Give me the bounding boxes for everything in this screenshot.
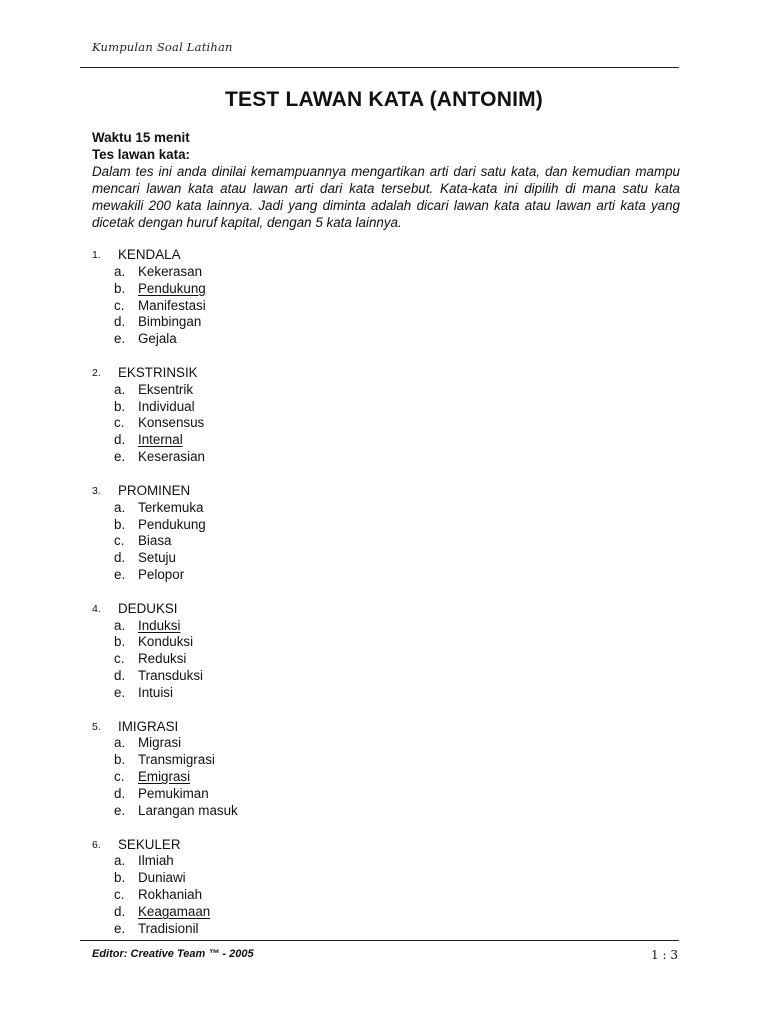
answer-option [92,668,680,685]
question-number: 4. [92,602,101,615]
answer-option [92,735,680,752]
option-text-correct: Keagamaan [138,903,211,919]
answer-option [92,331,680,348]
answer-option [92,500,680,517]
option-letter: c. [114,415,125,431]
answer-option [92,533,680,550]
question-item [92,601,680,702]
answer-option [92,853,680,870]
option-text: Ilmiah [138,853,174,869]
question-number: 2. [92,366,101,379]
running-header: Kumpulan Soal Latihan [92,40,233,54]
option-letter: e. [114,802,126,818]
answer-option [92,803,680,820]
option-letter: d. [114,432,126,448]
option-letter: b. [114,634,126,650]
option-text: Kekerasan [138,263,203,279]
answer-option [92,752,680,769]
answer-option [92,634,680,651]
question-item [92,483,680,584]
option-text: Duniawi [138,870,186,886]
answer-option [92,550,680,567]
option-letter: d. [114,668,126,684]
answer-option [92,415,680,432]
option-text: Individual [138,398,195,414]
option-text: Rokhaniah [138,887,203,903]
option-text: Terkemuka [138,499,204,515]
answer-option [92,618,680,635]
option-letter: a. [114,499,126,515]
question-number: 3. [92,484,101,497]
question-word: PROMINEN [118,482,191,498]
option-text: Konsensus [138,415,205,431]
answer-option [92,281,680,298]
answer-option [92,517,680,534]
footer-editor: Editor: Creative Team ™ - 2005 [92,948,254,960]
answer-option [92,298,680,315]
question-number: 6. [92,838,101,851]
question-number: 1. [92,249,101,261]
question-header [92,601,680,618]
option-letter: b. [114,516,126,532]
option-text: Intuisi [138,684,173,700]
option-letter: c. [114,533,125,549]
answer-option [92,567,680,584]
question-header [92,483,680,500]
option-letter: e. [114,331,126,347]
answer-option [92,432,680,449]
question-header [92,719,680,736]
question-header [92,247,680,264]
answer-option [92,904,680,921]
question-list [92,247,680,954]
option-letter: c. [114,887,125,903]
option-letter: c. [114,297,125,313]
answer-option [92,449,680,466]
option-text: Migrasi [138,735,182,751]
option-letter: e. [114,920,126,936]
option-letter: e. [114,567,126,583]
question-word: SEKULER [118,836,181,852]
option-letter: d. [114,550,126,566]
answer-option [92,786,680,803]
answer-option [92,685,680,702]
option-text: Eksentrik [138,381,194,397]
question-word: DEDUKSI [118,600,178,616]
option-text: Manifestasi [138,297,206,313]
answer-option [92,264,680,281]
option-letter: a. [114,853,126,869]
page-number: 1 : 3 [651,948,678,962]
answer-option [92,870,680,887]
option-letter: a. [114,617,126,633]
section-label: Tes lawan kata: [92,146,190,162]
option-text: Tradisionil [138,920,199,936]
option-text: Pemukiman [138,786,209,801]
question-item [92,719,680,820]
question-header [92,837,680,854]
option-text: Transduksi [138,668,203,684]
intro-paragraph: Dalam tes ini anda dinilai kemampuannya mengartikan arti dari satu kata, dan kemudian mampu mencari lawan kata atau lawan arti dari kata tersebut. Kata-kata ini dipilih di mana satu kata mewakili 200 kata lainnya. Jadi yang diminta adalah dicari lawan kata atau lawan arti kata yang dicetak dengan huruf kapital, dengan 5 kata lainnya. [92,163,680,230]
option-letter: b. [114,752,126,768]
option-letter: a. [114,735,126,751]
option-text: Transmigrasi [138,752,215,768]
option-letter: a. [114,263,126,279]
option-letter: e. [114,684,126,700]
question-word: KENDALA [118,247,181,262]
answer-option [92,887,680,904]
option-letter: b. [114,398,126,414]
instructions-block [92,130,680,231]
option-letter: e. [114,449,126,465]
option-text: Larangan masuk [138,802,238,818]
option-text: Konduksi [138,634,194,650]
footer-divider [80,940,679,941]
option-letter: b. [114,870,126,886]
option-text-correct: Pendukung [138,280,206,296]
question-item [92,365,680,466]
answer-option [92,921,680,938]
option-letter: b. [114,280,126,296]
header-divider [80,67,679,68]
option-text: Pendukung [138,516,206,532]
option-text: Pelopor [138,567,185,583]
option-letter: d. [114,903,126,919]
option-text: Reduksi [138,651,187,667]
question-word: EKSTRINSIK [118,364,198,380]
answer-option [92,399,680,416]
question-word: IMIGRASI [118,718,179,734]
question-number: 5. [92,720,101,733]
option-letter: c. [114,651,125,667]
option-letter: a. [114,381,126,397]
page-title: TEST LAWAN KATA (ANTONIM) [224,88,544,111]
option-letter: c. [114,769,125,785]
answer-option [92,769,680,786]
question-item [92,247,680,348]
option-text: Setuju [138,550,176,566]
option-text-correct: Induksi [138,617,181,633]
question-header [92,365,680,382]
option-letter: d. [114,786,126,801]
option-text-correct: Emigrasi [138,769,191,785]
option-text: Bimbingan [138,314,202,330]
option-text: Keserasian [138,449,205,465]
answer-option [92,651,680,668]
option-text-correct: Internal [138,432,183,448]
answer-option [92,382,680,399]
question-item [92,837,680,938]
option-text: Gejala [138,331,177,347]
time-limit: Waktu 15 menit [92,130,190,145]
option-letter: d. [114,314,126,330]
answer-option [92,314,680,331]
option-text: Biasa [138,533,172,549]
